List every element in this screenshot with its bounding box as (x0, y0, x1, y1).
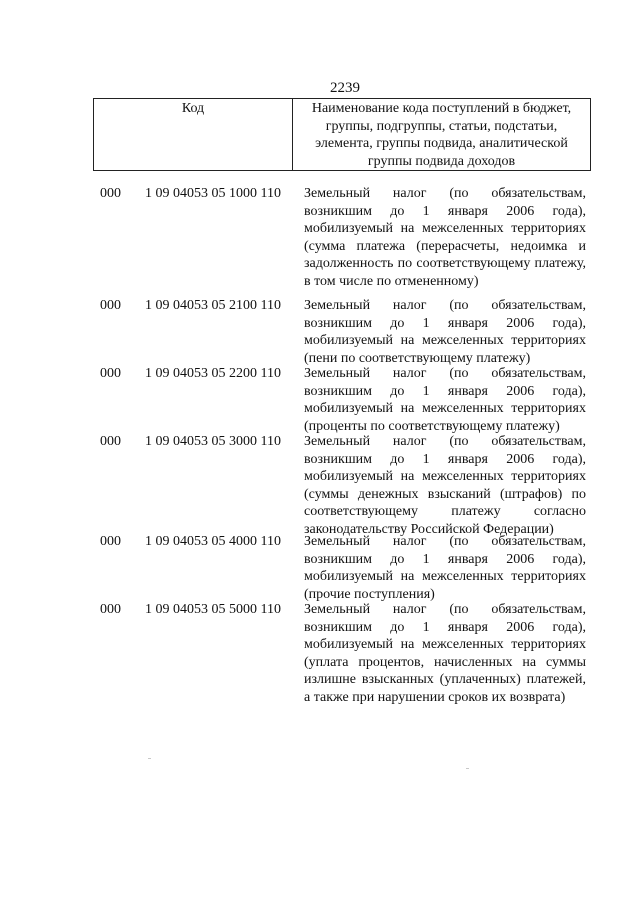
scan-mark (466, 768, 469, 769)
list-item (0, 297, 640, 365)
row-code: 1 09 04053 05 1000 110 (145, 186, 281, 201)
header-table (93, 98, 591, 171)
row-description: Земельный налог (по обязательствам, возникшим до 1 января 2006 года), мобилизуемый на межселенных территориях (уплата процентов, начисленных на суммы излишне взысканных (уплаченных) платежей, а также при нарушении сроков их возврата) (304, 602, 586, 705)
row-prefix: 000 (100, 186, 121, 201)
row-prefix: 000 (100, 298, 121, 313)
row-code: 1 09 04053 05 5000 110 (145, 602, 281, 617)
row-prefix: 000 (100, 602, 121, 617)
page-number: 2239 (330, 80, 360, 96)
row-code: 1 09 04053 05 2200 110 (145, 366, 281, 381)
scan-mark (148, 758, 151, 759)
row-description: Земельный налог (по обязательствам, возникшим до 1 января 2006 года), мобилизуемый на межселенных территориях (проценты по соответствующему платежу) (304, 366, 586, 434)
list-item (0, 601, 640, 721)
row-prefix: 000 (100, 534, 121, 549)
row-prefix: 000 (100, 366, 121, 381)
list-item (0, 533, 640, 601)
row-description: Земельный налог (по обязательствам, возникшим до 1 января 2006 года), мобилизуемый на межселенных территориях (прочие поступления) (304, 534, 586, 602)
row-description: Земельный налог (по обязательствам, возникшим до 1 января 2006 года), мобилизуемый на межселенных территориях (сумма платежа (перерасчеты, недоимка и задолженность по соответствующему платежу, в том числе по отмененному) (304, 186, 586, 289)
row-code: 1 09 04053 05 2100 110 (145, 298, 281, 313)
row-description: Земельный налог (по обязательствам, возникшим до 1 января 2006 года), мобилизуемый на межселенных территориях (пени по соответствующему платежу) (304, 298, 586, 366)
list-item (0, 365, 640, 433)
header-name-label: Наименование кода поступлений в бюджет, группы, подгруппы, статьи, подстатьи, элемента, группы подвида, аналитической группы подвида доходов (293, 99, 591, 171)
row-code: 1 09 04053 05 4000 110 (145, 534, 281, 549)
income-codes-list (0, 185, 640, 721)
header-code-label: Код (94, 99, 293, 171)
row-description: Земельный налог (по обязательствам, возникшим до 1 января 2006 года), мобилизуемый на межселенных территориях (суммы денежных взысканий (штрафов) по соответствующему платежу согласно законодательству Российской Федерации) (304, 434, 586, 537)
list-item (0, 433, 640, 537)
row-code: 1 09 04053 05 3000 110 (145, 434, 281, 449)
list-item (0, 185, 640, 297)
row-prefix: 000 (100, 434, 121, 449)
